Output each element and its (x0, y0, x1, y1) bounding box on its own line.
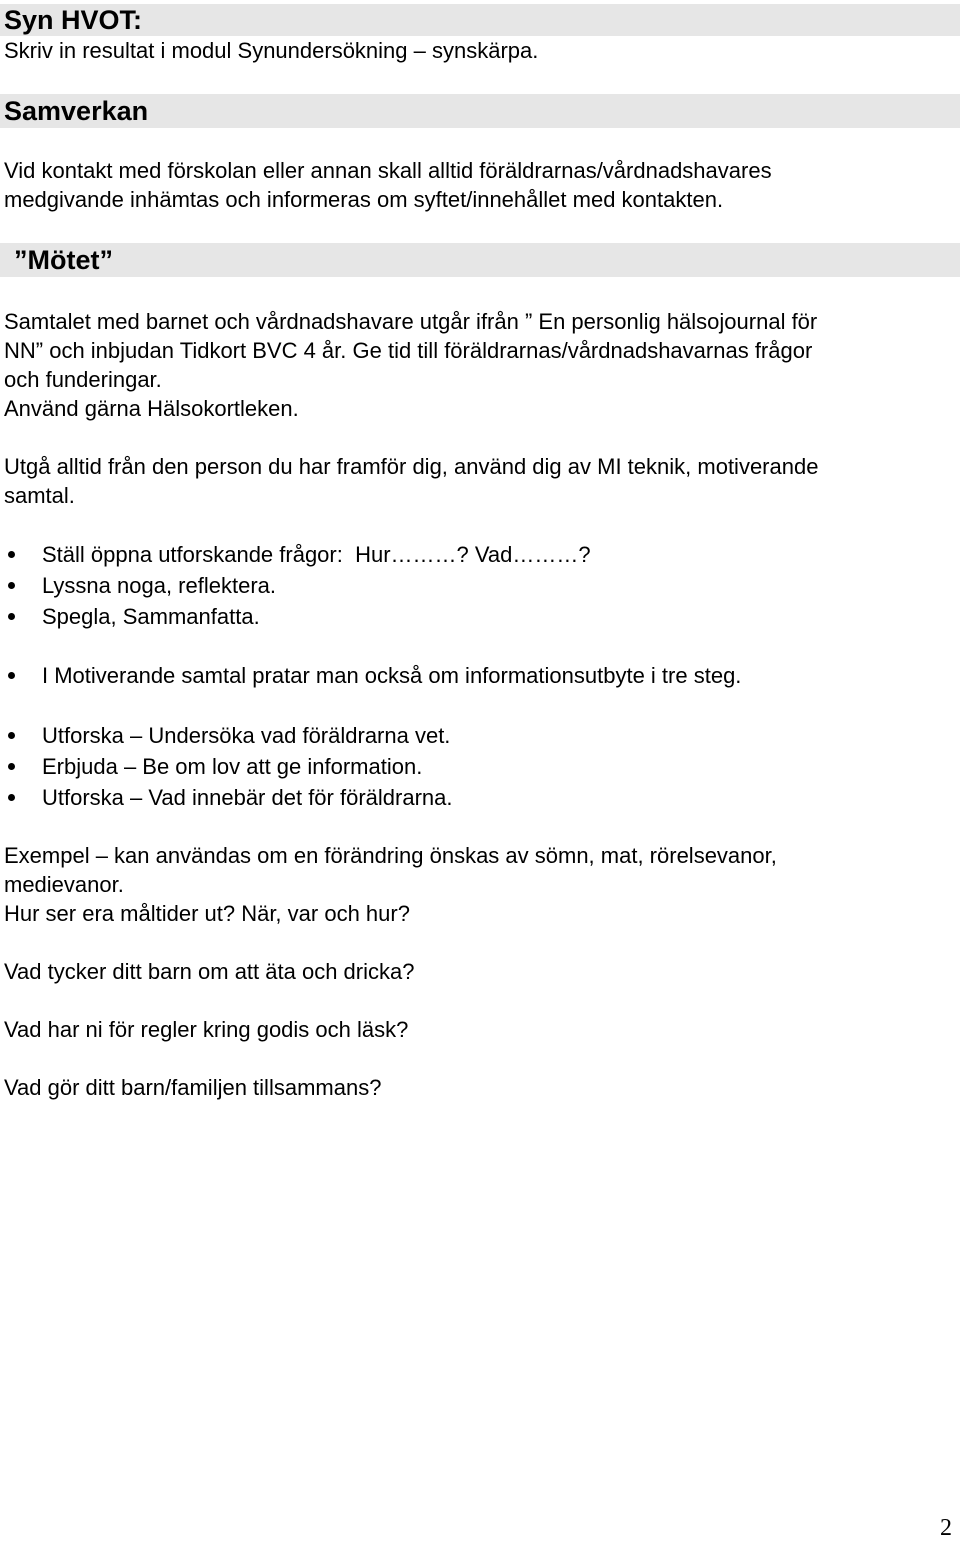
question-line: Vad tycker ditt barn om att äta och dricka? (4, 959, 415, 984)
bullet-icon (8, 672, 15, 679)
list-item: Spegla, Sammanfatta. (42, 604, 260, 629)
bullet-icon (8, 794, 15, 801)
motet-paragraph-line: Utgå alltid från den person du har framför dig, använd dig av MI teknik, motiverande (4, 454, 819, 479)
exempel-line: medievanor. (4, 872, 124, 897)
samverkan-line: medgivande inhämtas och informeras om syftet/innehållet med kontakten. (4, 187, 724, 212)
heading-samverkan: Samverkan (4, 96, 149, 126)
heading-bar (0, 243, 960, 277)
bullet-icon (8, 551, 15, 558)
bullet-icon (8, 613, 15, 620)
list-item: Ställ öppna utforskande frågor: Hur………? Vad………? (42, 542, 591, 567)
bullet-icon (8, 763, 15, 770)
heading-syn-hvot: Syn HVOT: (4, 5, 143, 35)
list-item: Utforska – Vad innebär det för föräldrarna. (42, 785, 453, 810)
page-number: 2 (940, 1515, 952, 1541)
list-item: I Motiverande samtal pratar man också om informationsutbyte i tre steg. (42, 663, 742, 688)
bullet-icon (8, 732, 15, 739)
question-line: Vad gör ditt barn/familjen tillsammans? (4, 1075, 382, 1100)
motet-paragraph-line: samtal. (4, 483, 75, 508)
exempel-line: Exempel – kan användas om en förändring önskas av sömn, mat, rörelsevanor, (4, 843, 777, 868)
list-item: Lyssna noga, reflektera. (42, 573, 276, 598)
list-item: Utforska – Undersöka vad föräldrarna vet. (42, 723, 451, 748)
motet-paragraph-line: NN” och inbjudan Tidkort BVC 4 år. Ge tid till föräldrarnas/vårdnadshavarnas frågor (4, 338, 813, 363)
bullet-icon (8, 582, 15, 589)
motet-paragraph-line: Samtalet med barnet och vårdnadshavare utgår ifrån ” En personlig hälsojournal för (4, 309, 818, 334)
heading-bar (0, 4, 960, 36)
list-item: Erbjuda – Be om lov att ge information. (42, 754, 423, 779)
motet-paragraph-line: Använd gärna Hälsokortleken. (4, 396, 299, 421)
heading-motet: ”Mötet” (14, 245, 113, 275)
samverkan-line: Vid kontakt med förskolan eller annan skall alltid föräldrarnas/vårdnadshavares (4, 158, 772, 183)
motet-paragraph-line: och funderingar. (4, 367, 162, 392)
syn-text: Skriv in resultat i modul Synundersökning – synskärpa. (4, 38, 539, 63)
question-line: Vad har ni för regler kring godis och läsk? (4, 1017, 409, 1042)
exempel-line: Hur ser era måltider ut? När, var och hur? (4, 901, 410, 926)
